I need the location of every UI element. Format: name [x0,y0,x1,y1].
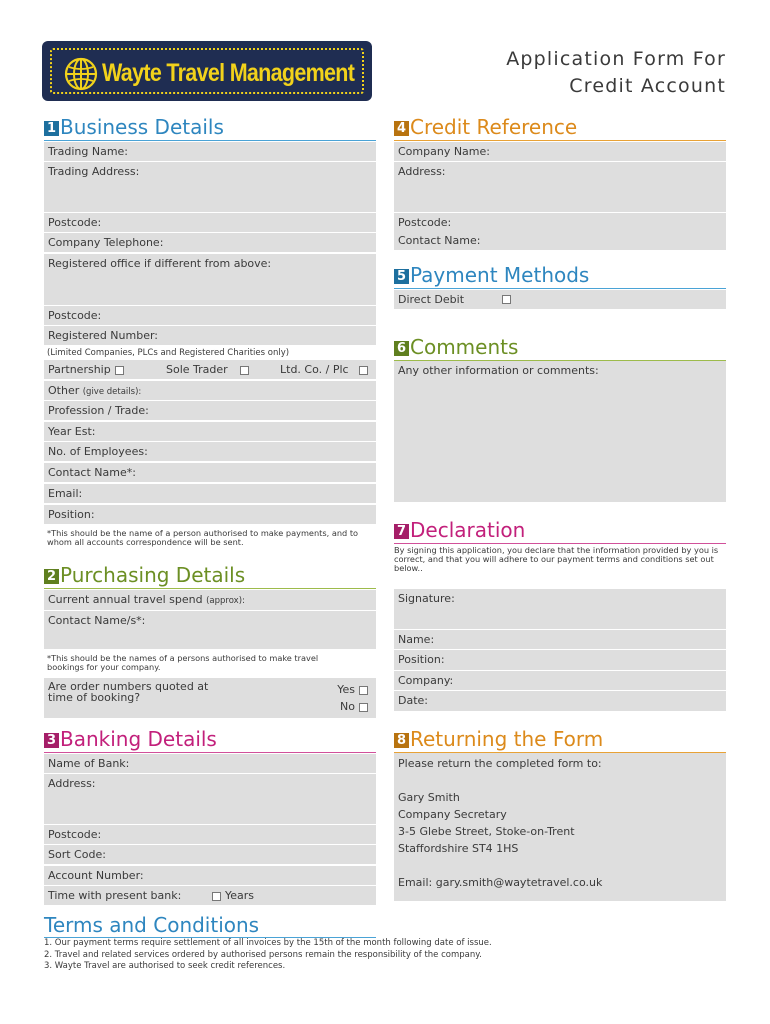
field-label: Year Est: [48,425,96,438]
yes-label: Yes [337,683,355,696]
globe-icon [64,57,98,91]
section-number: 3 [44,733,59,748]
field-label: Address: [398,165,446,178]
section-title: Comments [410,335,519,359]
form-title-line2: Credit Account [569,75,726,97]
field-label: Email: [48,487,83,500]
company-telephone-field[interactable] [44,233,376,252]
field-label: Company Telephone: [48,236,164,249]
position-field[interactable] [44,505,376,524]
partnership-label: Partnership [48,363,111,376]
credit-address-field[interactable] [394,162,726,212]
field-label: Current annual travel spend [48,593,203,606]
section-title: Business Details [60,115,224,139]
registered-postcode-field[interactable] [44,306,376,325]
sole-trader-checkbox[interactable] [240,366,249,375]
field-label: Other [48,384,80,397]
declaration-name-field[interactable] [394,630,726,649]
field-label: Name: [398,633,435,646]
company-type-row [44,360,376,379]
order-yes [337,683,368,697]
section-title: Banking Details [60,727,217,751]
bank-address-field[interactable] [44,774,376,824]
form-title-line1: Application Form For [506,48,726,70]
field-label: Postcode: [48,216,102,229]
terms-item: 2. Travel and related services ordered by authorised persons remain the responsibility of the company. [44,949,482,960]
employees-field[interactable] [44,442,376,461]
no-checkbox[interactable] [359,703,368,712]
profession-field[interactable] [44,401,376,420]
terms-item: 1. Our payment terms require settlement of all invoices by the 15th of the month following date of issue. [44,938,492,948]
registered-number-note: (Limited Companies, PLCs and Registered Charities only) [47,348,290,358]
form-title [506,46,726,100]
terms-title: Terms and Conditions [44,913,260,937]
purchasing-contact-field[interactable] [44,611,376,649]
declaration-date-field[interactable] [394,691,726,711]
return-street: 3-5 Glebe Street, Stoke-on-Trent [398,825,575,838]
terms-list [44,938,492,973]
section-number: 6 [394,341,409,356]
ltd-label: Ltd. Co. / Plc [280,363,349,376]
year-est-field[interactable] [44,422,376,441]
section-rule [394,543,726,544]
business-footnote: *This should be the name of a person authorised to make payments, and to whom all accounts correspondence will be sent. [47,528,359,547]
field-label: Address: [48,777,96,790]
declaration-company-field[interactable] [394,671,726,690]
field-label: Company: [398,674,454,687]
section-number: 5 [394,269,409,284]
return-name: Gary Smith [398,791,460,804]
section-credit-reference [394,115,726,137]
years-box[interactable] [212,892,221,901]
section-title: Credit Reference [410,115,578,139]
account-number-field[interactable] [44,866,376,885]
field-label: Date: [398,694,428,707]
registered-number-field[interactable] [44,326,376,345]
direct-debit-row [394,290,726,309]
section-number: 2 [44,569,59,584]
section-business-details [44,115,376,137]
return-email[interactable]: Email: gary.smith@waytetravel.co.uk [398,876,603,889]
field-label: No. of Employees: [48,445,148,458]
section-comments [394,335,726,357]
field-label: Contact Name*: [48,466,136,479]
field-label: Position: [48,508,95,521]
field-label: Postcode: [48,828,102,841]
direct-debit-checkbox[interactable] [502,295,511,304]
purchasing-footnote: *This should be the names of a persons authorised to make travel bookings for your company. [47,653,319,672]
return-role: Company Secretary [398,808,507,821]
company-logo [42,41,372,101]
registered-office-field[interactable] [44,254,376,305]
time-with-bank-field[interactable] [44,886,376,905]
bank-name-field[interactable] [44,754,376,773]
postcode-field[interactable] [44,213,376,232]
field-label: Company Name: [398,145,490,158]
other-field[interactable] [44,381,376,400]
partnership-checkbox[interactable] [115,366,124,375]
return-intro: Please return the completed form to: [398,757,602,770]
return-county: Staffordshire ST4 1HS [398,842,519,855]
annual-spend-field[interactable] [44,590,376,610]
email-field[interactable] [44,484,376,503]
field-label: Sort Code: [48,848,106,861]
trading-address-field[interactable] [44,162,376,212]
field-label: Trading Name: [48,145,129,158]
section-declaration [394,518,726,540]
field-label: Account Number: [48,869,144,882]
field-note: (approx): [206,596,245,606]
sort-code-field[interactable] [44,845,376,864]
declaration-text: By signing this application, you declare that the information provided by you is correct, and that you will adhere to our payment terms and conditions set out below.. [394,545,719,573]
field-note: (give details): [82,387,142,397]
years-label: Years [225,889,255,902]
credit-contact-name-field[interactable] [394,231,726,250]
section-purchasing-details [44,563,376,585]
section-number: 1 [44,121,59,136]
contact-name-field[interactable] [44,463,376,482]
section-rule [44,588,376,589]
terms-item: 3. Wayte Travel are authorised to seek credit references. [44,961,286,971]
field-label: Postcode: [48,309,102,322]
section-rule [44,140,376,141]
direct-debit-label: Direct Debit [398,293,465,306]
section-title: Purchasing Details [60,563,246,587]
field-label: Position: [398,653,445,666]
section-payment-methods [394,263,726,285]
credit-company-name-field[interactable] [394,142,726,161]
credit-postcode-field[interactable] [394,213,726,232]
field-label: Time with present bank: [48,889,182,902]
field-label: Signature: [398,592,455,605]
no-label: No [340,700,355,713]
section-rule [394,140,726,141]
section-title: Payment Methods [410,263,590,287]
section-number: 8 [394,733,409,748]
comments-field[interactable] [394,361,726,502]
logo-text: Wayte Travel Management [102,59,355,87]
field-label: Postcode: [398,216,452,229]
order-no [340,700,368,714]
section-number: 4 [394,121,409,136]
sole-trader-label: Sole Trader [166,363,228,376]
yes-checkbox[interactable] [359,686,368,695]
field-label: Any other information or comments: [398,364,599,377]
declaration-position-field[interactable] [394,650,726,670]
field-label: Contact Name/s*: [48,614,146,627]
section-title: Declaration [410,518,526,542]
field-label: Registered Number: [48,329,158,342]
section-number: 7 [394,524,409,539]
section-banking-details [44,727,376,749]
field-label: Profession / Trade: [48,404,149,417]
field-label: Contact Name: [398,234,481,247]
trading-name-field[interactable] [44,142,376,161]
field-label: Name of Bank: [48,757,130,770]
section-title: Returning the Form [410,727,604,751]
section-returning-form [394,727,726,749]
field-label: Trading Address: [48,165,140,178]
order-numbers-row [44,678,376,718]
field-label: Registered office if different from above: [48,257,272,270]
years-group [212,889,254,903]
bank-postcode-field[interactable] [44,825,376,844]
section-rule [394,288,726,289]
section-rule [44,752,376,753]
signature-field[interactable] [394,589,726,629]
order-numbers-question: Are order numbers quoted at time of booking? [48,680,209,704]
ltd-checkbox[interactable] [359,366,368,375]
return-address-box [394,753,726,901]
